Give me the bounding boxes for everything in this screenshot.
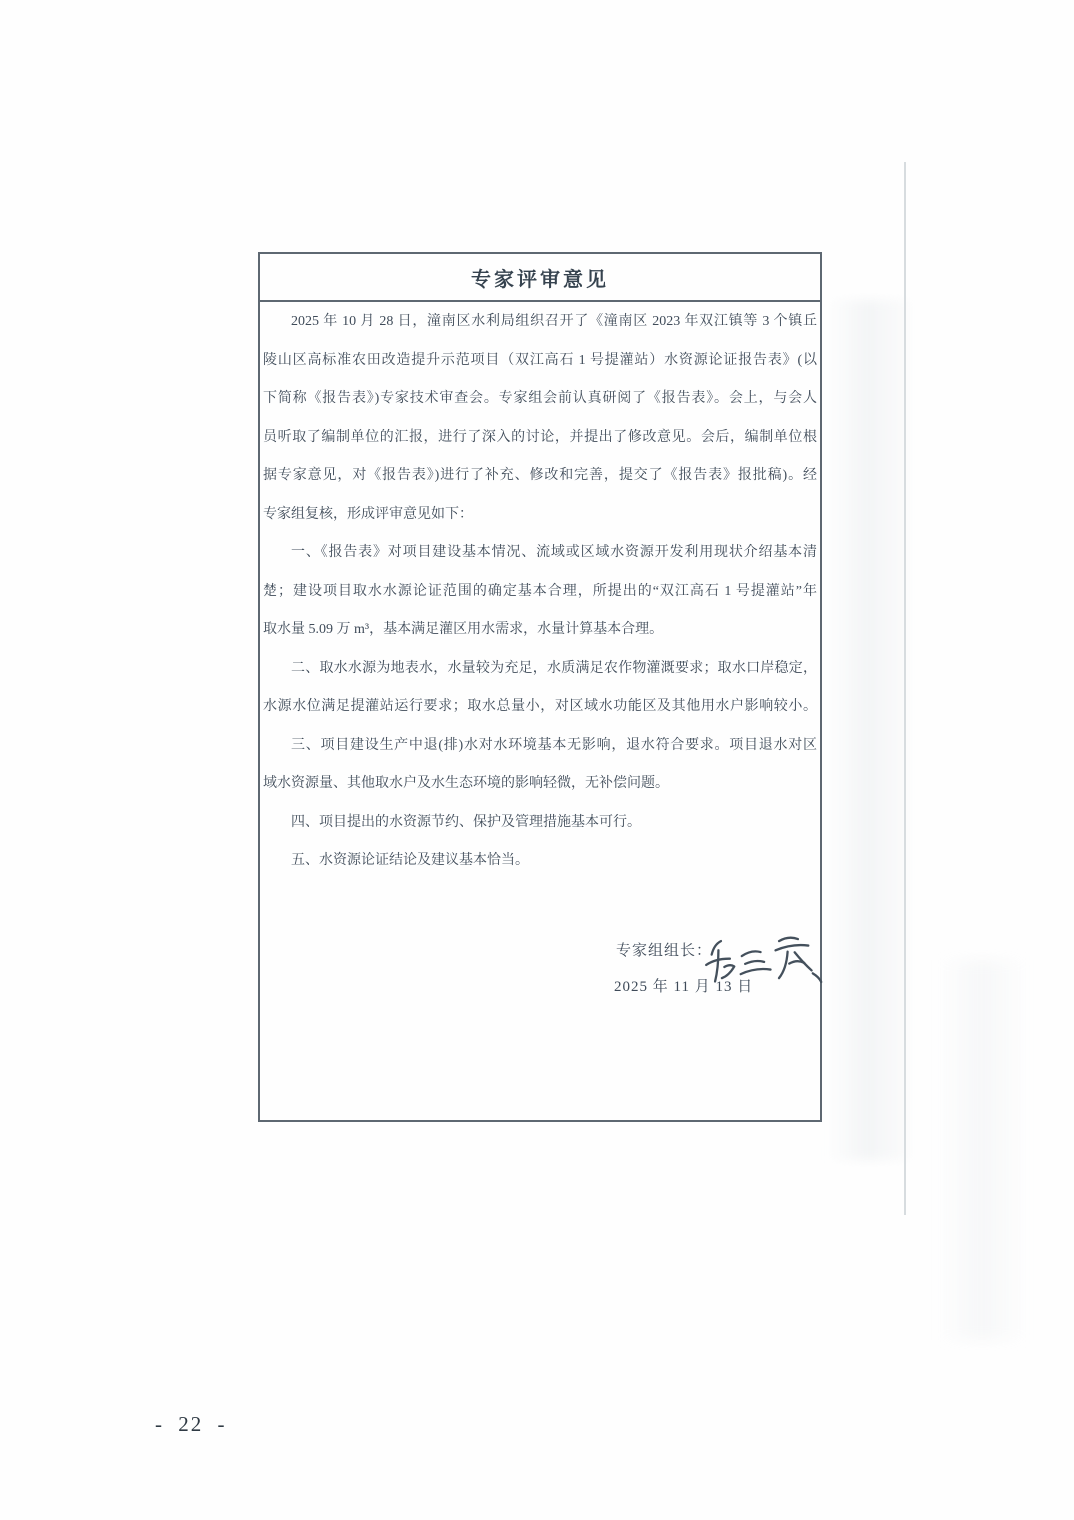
document-title: 专家评审意见 [471, 268, 609, 291]
review-body [260, 302, 820, 881]
body-line: 陵山区高标准农田改造提升示范项目（双江高石 1 号提灌站）水资源论证报告表》(以 [263, 352, 817, 368]
signature-label: 专家组组长： [616, 943, 713, 959]
body-line: 五、水资源论证结论及建议基本恰当。 [291, 853, 529, 868]
body-line: 域水资源量、其他取水户及水生态环境的影响轻微，无补偿问题。 [263, 776, 669, 791]
expert-review-box [258, 252, 822, 1122]
body-line: 楚；建设项目取水水源论证范围的确定基本合理，所提出的“双江高石 1 号提灌站”年 [263, 583, 817, 599]
body-line: 2025 年 10 月 28 日，潼南区水利局组织召开了《潼南区 2023 年双江镇等 3 个镇丘 [291, 314, 817, 329]
title-row [260, 254, 820, 302]
body-line: 三、项目建设生产中退(排)水对水环境基本无影响，退水符合要求。项目退水对区 [291, 737, 817, 753]
page-number: - 22 - [155, 1412, 227, 1436]
scan-artifact-streak [826, 300, 910, 1160]
signature-date: 2025 年 11 月 13 日 [614, 979, 754, 995]
body-line: 一、《报告表》对项目建设基本情况、流域或区域水资源开发利用现状介绍基本清 [291, 545, 817, 560]
scan-artifact-line [904, 162, 906, 1215]
scan-artifact-streak [938, 960, 1024, 1340]
body-line: 取水量 5.09 万 m³，基本满足灌区用水需求，水量计算基本合理。 [263, 622, 664, 637]
body-line: 下简称《报告表》)专家技术审查会。专家组会前认真研阅了《报告表》。会上，与会人 [263, 391, 817, 406]
body-line: 水源水位满足提灌站运行要求；取水总量小，对区域水功能区及其他用水户影响较小。 [263, 699, 817, 714]
body-line: 二、取水水源为地表水，水量较为充足，水质满足农作物灌溉要求；取水口岸稳定， [291, 660, 817, 676]
body-line: 员听取了编制单位的汇报，进行了深入的讨论，并提出了修改意见。会后，编制单位根 [263, 429, 817, 445]
body-line: 据专家意见，对《报告表》)进行了补充、修改和完善，提交了《报告表》报批稿)。经 [263, 468, 817, 483]
body-line: 四、项目提出的水资源节约、保护及管理措施基本可行。 [291, 814, 641, 830]
body-line: 专家组复核，形成评审意见如下： [263, 506, 473, 522]
